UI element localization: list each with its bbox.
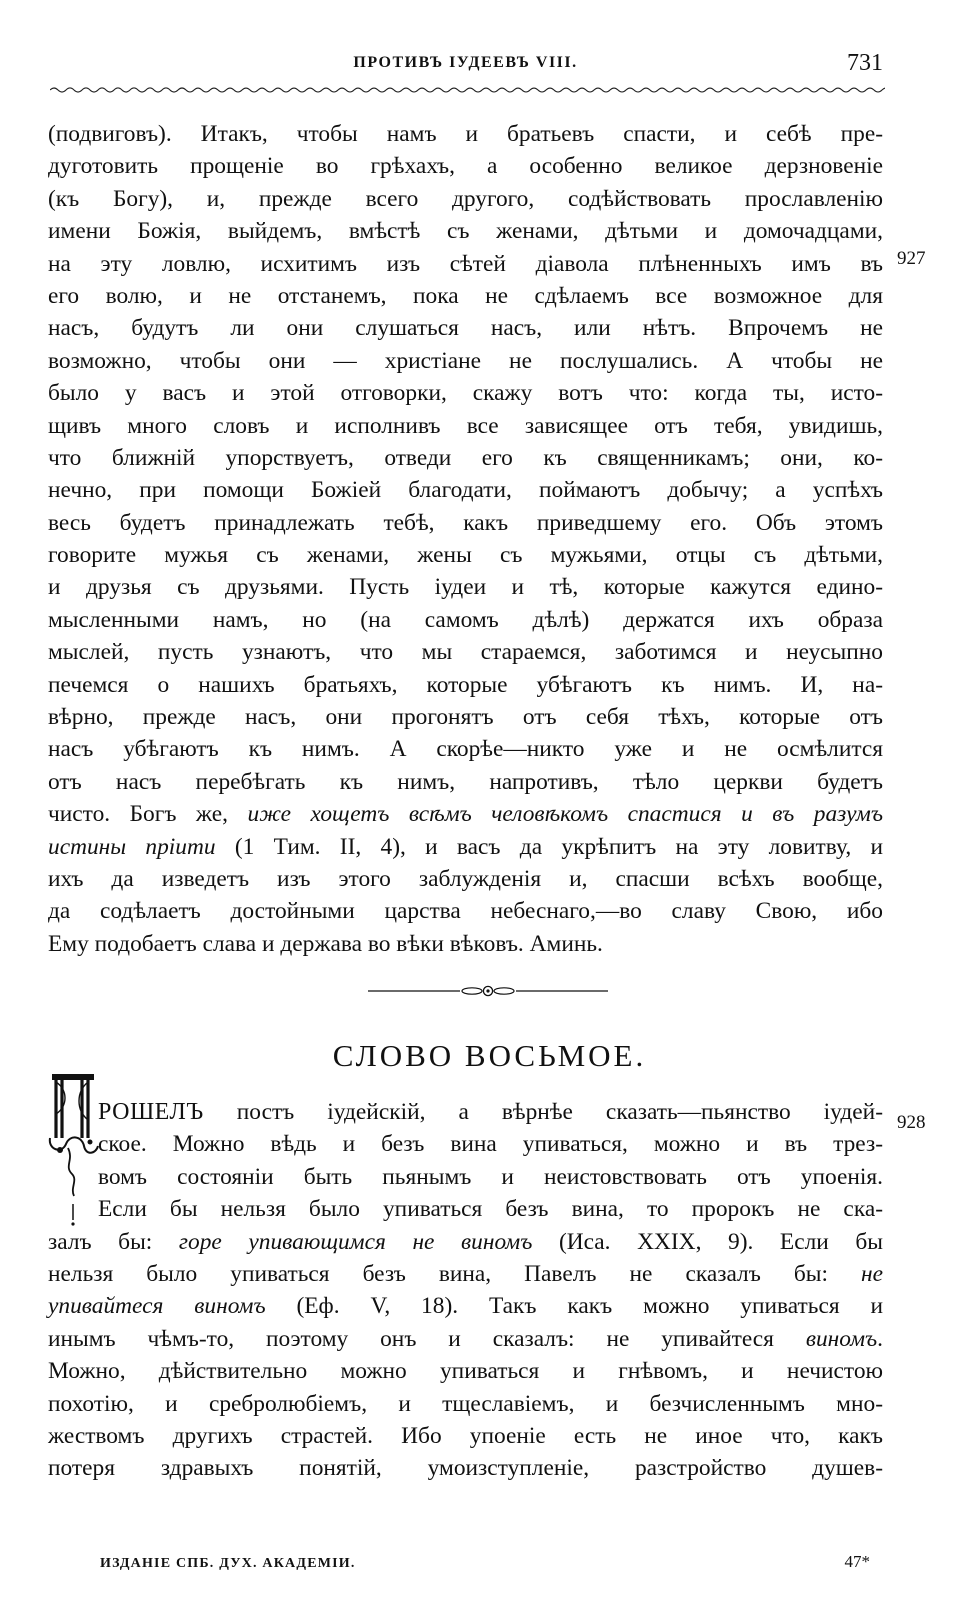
section-title: СЛОВО ВОСЬМОЕ. [332, 1038, 647, 1073]
signature-mark: 47* [844, 1552, 870, 1571]
text-line: насъ убѣгаютъ къ нимъ. А скорѣе—никто уже и не осмѣлится [48, 736, 883, 763]
text-line: отъ насъ перебѣгать къ нимъ, напротивъ, тѣло церкви будетъ [48, 768, 883, 795]
text-line-scripture [48, 831, 883, 863]
text-line: жествомъ другихъ страстей. Ибо упоеніе есть не иное что, какъ [48, 1422, 883, 1449]
plain-text: (Иса. XXIX, 9). Если бы [532, 1228, 883, 1255]
text-line: возможно, чтобы они — христіане не послушались. А чтобы не [48, 347, 883, 374]
scripture-quote: иже хощетъ всѣмъ человѣкомъ спастися и въ разумъ [247, 801, 883, 828]
plain-text: залъ бы: [48, 1228, 179, 1255]
text-line: ское. Можно вѣдь и безъ вина упиваться, можно и въ трез- [98, 1131, 883, 1158]
text-line-scripture [48, 1258, 883, 1290]
plain-text: инымъ чѣмъ-то, поэтому онъ и сказалъ: не упивайтеся [48, 1325, 806, 1352]
text-line-scripture [48, 1290, 883, 1322]
plain-text: . [877, 1325, 883, 1352]
text-block-continuation [48, 118, 883, 960]
margin-reference-number: 928 [897, 1112, 926, 1133]
text-line: его волю, и не отстанемъ, пока не сдѣлаемъ все возможное для [48, 282, 883, 309]
text-line: что ближній упорствуетъ, отведи его къ священникамъ; они, ко- [48, 444, 883, 471]
publisher-imprint: ИЗДАНІЕ СПБ. ДУХ. АКАДЕМІИ. [100, 1556, 356, 1571]
text-line: потеря здравыхъ понятій, умоизступленіе, разстройство душев- [48, 1455, 883, 1482]
plain-text: нельзя было упиваться безъ вина, Павелъ не сказалъ бы: [48, 1260, 861, 1287]
plain-text: (Еф. V, 18). Такъ какъ можно упиваться и [265, 1293, 883, 1320]
text-line: было у васъ и этой отговорки, скажу вотъ что: когда ты, исто- [48, 380, 883, 407]
text-line: весь будетъ принадлежать тебѣ, какъ приведшему его. Объ этомъ [48, 509, 883, 536]
scripture-quote: упивайтеся виномъ [48, 1293, 266, 1320]
scripture-quote: не [861, 1260, 883, 1287]
text-line-scripture [48, 1323, 883, 1355]
margin-reference-number: 927 [897, 248, 926, 269]
text-line: дуготовить прощеніе во грѣхахъ, а особенно великое дерзновеніе [48, 153, 883, 180]
text-line-scripture [48, 798, 883, 830]
page-header [48, 50, 883, 80]
text-line-scripture [48, 1226, 883, 1258]
scripture-quote: горе упивающимся не виномъ [178, 1228, 533, 1255]
scripture-quote: истины пріити [48, 833, 216, 860]
text-line: имени Божія, выйдемъ, вмѣстѣ съ женами, дѣтьми и домочадцами, [48, 218, 883, 245]
page-footer [100, 1552, 880, 1582]
text-line: на эту ловлю, исхитимъ изъ сѣтей діавола плѣненныхъ имъ въ [48, 250, 883, 277]
text-line: Если бы нельзя было упиваться безъ вина, то пророкъ не ска- [98, 1196, 883, 1223]
text-line: ихъ да изведетъ изъ этого заблужденія и, спасши всѣхъ вообще, [48, 865, 883, 892]
text-line: и друзья съ друзьями. Пусть іудеи и тѣ, которые кажутся едино- [48, 574, 883, 601]
text-line: вѣрно, прежде насъ, они прогонятъ отъ себя тѣхъ, которые отъ [48, 704, 883, 731]
text-line: говорите мужья съ женами, жены съ мужьями, отцы съ дѣтьми, [48, 542, 883, 569]
text-line: щивъ много словъ и исполнивъ все зависящее отъ тебя, увидишь, [48, 412, 883, 439]
text-line-last: Ему подобаетъ слава и держава во вѣки вѣковъ. Аминь. [48, 930, 603, 957]
text-line: (къ Богу), и, прежде всего другого, содѣйствовать прославленію [48, 185, 883, 212]
text-block-sermon [48, 1096, 883, 1485]
text-line: вомъ состояніи быть пьянымъ и неистовствовать отъ упоенія. [98, 1163, 883, 1190]
ornamental-divider [368, 983, 608, 999]
text-line: да содѣлаетъ достойными царства небеснаго,—во славу Свою, ибо [48, 898, 883, 925]
opening-word: РОШЕЛЪ [98, 1099, 204, 1125]
scripture-quote: виномъ [805, 1325, 878, 1352]
text-line: мысленными намъ, но (на самомъ дѣлѣ) держатся ихъ образа [48, 606, 883, 633]
text-line: Можно, дѣйствительно можно упиваться и гнѣвомъ, и нечистою [48, 1358, 883, 1385]
page-number: 731 [847, 50, 883, 76]
text-line: (подвиговъ). Итакъ, чтобы намъ и братьевъ спасти, и себѣ пре- [48, 121, 883, 147]
text-line: нечно, при помощи Божіей благодати, поймаютъ добычу; а успѣхъ [48, 477, 883, 504]
text-line: мыслей, пусть узнаютъ, что мы стараемся, заботимся и неусыпно [48, 639, 883, 666]
running-title: ПРОТИВЪ ІУДЕЕВЪ VIII. [353, 54, 578, 71]
plain-text: постъ іудейскій, а вѣрнѣе сказать—пьянство іудей- [203, 1099, 883, 1125]
text-line: печемся о нашихъ братьяхъ, которые убѣгаютъ къ нимъ. И, на- [48, 671, 883, 698]
plain-text: (1 Тим. II, 4), и васъ да укрѣпитъ на эту ловитву, и [215, 833, 883, 860]
wavy-header-rule [50, 84, 885, 96]
text-line-opening [48, 1096, 883, 1128]
text-line: похотію, и сребролюбіемъ, и тщеславіемъ, и безчисленнымъ мно- [48, 1390, 883, 1417]
text-line: насъ, будутъ ли они слушаться насъ, или нѣтъ. Впрочемъ не [48, 315, 883, 342]
plain-text: чисто. Богъ же, [48, 801, 248, 828]
